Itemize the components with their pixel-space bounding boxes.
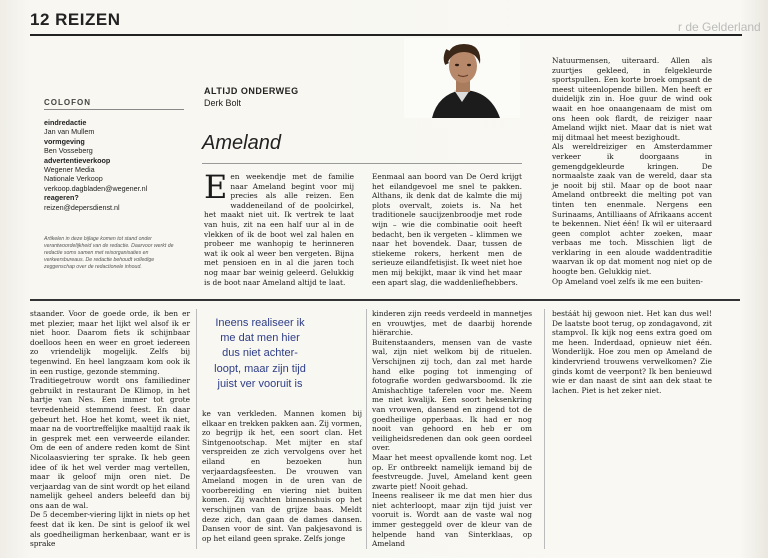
- colofon-value: Wegener Media Nationale Verkoop verkoop.dagbladen@wegener.nl: [44, 165, 148, 193]
- article-column-4: staander. Voor de goede orde, ik ben er met plezier, maar het lijkt wel alsof ik er niet hoor. Daarom fiets ik schijnbaar doelloos heen en weer en groet iedereen zo vriendelijk mogelijk. Zelfs bij tegenwind. En heel langzaam kom ook ik in een rustige, gezonde stemming. Traditiegetrouw wordt ons familiediner gebruikt in restaurant De Klimop, in het hartje van Nes. Een immer tot grote tevredenheid stemmend feest. En daar gebeurt het. Hoe het komt, weet ik niet, maar na de voortreffelijke maaltijd raak ik in gesprek met een verweerde eilander. Om de een of andere reden komt de Sint Nicolaasviering ter sprake. Ik heb geen idee of ik het wel verder mag vertellen, maar ik geloof mijn oren niet. De verjaardag van de sint wordt op het eiland namelijk geheel anders beleefd dan bij ons aan de wal. De 5 december-viering lijkt in niets op het feest dat ik ken. De sint is geloof ik wel als goedheiligman herkenbaar, want er is sprake: [30, 309, 190, 549]
- colofon-label: reageren?: [44, 193, 79, 203]
- pull-quote-line: me dat men hier: [220, 332, 300, 345]
- section-divider: [30, 299, 740, 301]
- drop-cap: E: [204, 168, 228, 206]
- colofon-value: Ben Vosseberg: [44, 146, 93, 156]
- colofon-title: COLOFON: [44, 98, 91, 107]
- pull-quote-line: dus niet achter-: [222, 347, 298, 360]
- header-rule: [30, 34, 742, 36]
- pull-quote-line: loopt, maar zijn tijd: [214, 362, 306, 375]
- column-rule: [544, 309, 545, 549]
- colofon: [44, 118, 194, 212]
- pull-quote-line: juist ver vooruit is: [217, 377, 303, 390]
- colofon-label: vormgeving: [44, 136, 85, 146]
- article-title: Ameland: [202, 132, 281, 154]
- pull-quote-line: Ineens realiseer ik: [215, 317, 305, 329]
- page-header: 12 REIZEN: [30, 10, 121, 29]
- bleed-through-text: r de Gelderland: [678, 20, 761, 34]
- pull-quote: [204, 316, 316, 392]
- section-title: ALTIJD ONDERWEG: [204, 86, 299, 96]
- author-name: Derk Bolt: [204, 98, 242, 108]
- column-rule: [196, 309, 197, 549]
- colofon-label: advertentieverkoop: [44, 155, 111, 165]
- colofon-rule: [44, 109, 184, 110]
- column-text: en weekendje met de familie naar Ameland begint voor mij precies als alle reizen. Een waddeneiland of de poolcirkel, het maakt niet uit. Ik vertrek te laat van huis, zit na een half uur al in de vlekken of ik de boot wel zal halen en probeer me wanhopig te herinneren wat ik ook al weer ben vergeten. Bijna met pensioen en in al die jaren toch nog maar bar weinig geleerd. Gelukkig is de boot naar Ameland altijd te laat.: [204, 172, 354, 287]
- colofon-disclaimer: Artikelen in deze bijlage komen tot stand onder verantwoordelijkheid van de redactie. Daarvoor werkt de redactie soms samen met reisorganisaties en verkeersbureaus. De redactie behoudt volledige zeggenschap over de redactionele inhoud.: [44, 236, 174, 270]
- article-column-1: [204, 168, 354, 287]
- colofon-value: reizen@depersdienst.nl: [44, 202, 120, 212]
- author-photo: [404, 38, 520, 118]
- colofon-value: Jan van Mullem: [44, 127, 95, 137]
- colofon-label: eindredactie: [44, 118, 87, 127]
- article-column-3: Natuurmensen, uiteraard. Allen als zuurtjes gekleed, in felgekleurde sportspullen. Een korte broek ompsant de meest uiteenlopende billen. Men heeft er duidelijk zin in. Hoe guur de wind ook waait en hoe onaangenaam de mist om ons heen ook flardt, de reiziger naar Ameland wijkt niet. Maar dat is niet wat mij ditmaal het meest bezighoudt. Als wereldreiziger en Amsterdammer verkeer ik doorgaans in gemengdgekleurde kringen. De normaalste zaak van de wereld, daar sta je nooit bij stil. Maar op de boot naar Ameland ontbreekt die melting pot van tinten ten enenmale. Nergens een Surinaams, Antilliaans of Afrikaans accent te bekennen. Niet één! Ik wil er uiteraard geen complot achter zoeken, maar verbaas me toch. Misschien ligt de verklaring in een aloude waddentraditie waarvan ik op dat moment nog niet op de hoogte ben. Gelukkig niet. Op Ameland voel zelfs ik me een buiten-: [552, 56, 712, 286]
- article-column-2: Eenmaal aan boord van De Oerd krijgt het eilandgevoel me snel te pakken. Althans, ik denk dat de kalmte die mij plots overvalt, zoiets is. Na het traditionele saucijzenbroodje met rode wijn – wie die combinatie ooit heeft bedacht, ben ik vergeten – klimmen we naar het bovendek. Daar, tussen de stiekeme rokers, herkent men de serieuze eilandfetisjist. Ik weet niet hoe men mij bekijkt, maar ik vind het maar een apart slag, die waddenliefhebbers.: [372, 172, 522, 287]
- article-column-7: bestáát hij gewoon niet. Het kan dus wel! De laatste boot terug, op zondagavond, zit stampvol. Ik kijk nog eens extra goed om me heen. Inderdaad, opnieuw niet één. Wonderlijk. Hoe zou men op Ameland de kindervriend trouwens verwelkomen? Zie ginds komt de veerpont? Ik ben benieuwd wie er dan naast de sint aan dek staat te lachen. Piet is het zeker niet.: [552, 309, 712, 395]
- column-rule: [366, 309, 367, 549]
- article-column-5: ke van verkleden. Mannen komen bij elkaar en trekken pakken aan. Zij vormen, zo begrijp ik het, een soort clan. Het Sintgenootschap. Met mijter en staf verspreiden ze zich vervolgens over het eiland en bezoeken hun verjaardagsfeesten. De vrouwen van Ameland mogen in de uren van de voorbereiding en viering niet buiten komen. Zij wachten binnenshuis op het verschijnen van de grijze baas. Meldt deze zich, dan gaan de dames dansen. Dansen voor de sint. Van pakjesavond is op het eiland geen sprake. Zelfs jonge: [202, 409, 362, 543]
- article-column-6: kinderen zijn reeds verdeeld in mannetjes en vrouwtjes, met de daarbij horende hiërarchie. Buitenstaanders, mensen van de vaste wal, zijn niet welkom bij de rituelen. Verschijnen zij toch, dan zal met harde hand elke poging tot inmenging of fotografie worden gedwarsboomd. Ik zie Amishachtige taferelen voor me. Neem me niet kwalijk. Een soort heksenkring van vrouwen, dansend en zingend tot de goedheilige opperbaas. Ik had er nog nooit van gehoord en heb er om veiligheidsredenen dan ook geen oordeel over. Maar het meest opvallende komt nog. Let op. Er ontbreekt namelijk iemand bij de feestvreugde. Juvel, Ameland kent geen zwarte piet! Nooit gehad. Ineens realiseer ik me dat men hier dus niet achterloopt, maar zijn tijd juist ver vooruit is. Wordt aan de vaste wal nog immer gesteggeld over de kleur van de helpende hand van Sinterklaas, op Ameland: [372, 309, 532, 549]
- title-rule: [202, 163, 522, 164]
